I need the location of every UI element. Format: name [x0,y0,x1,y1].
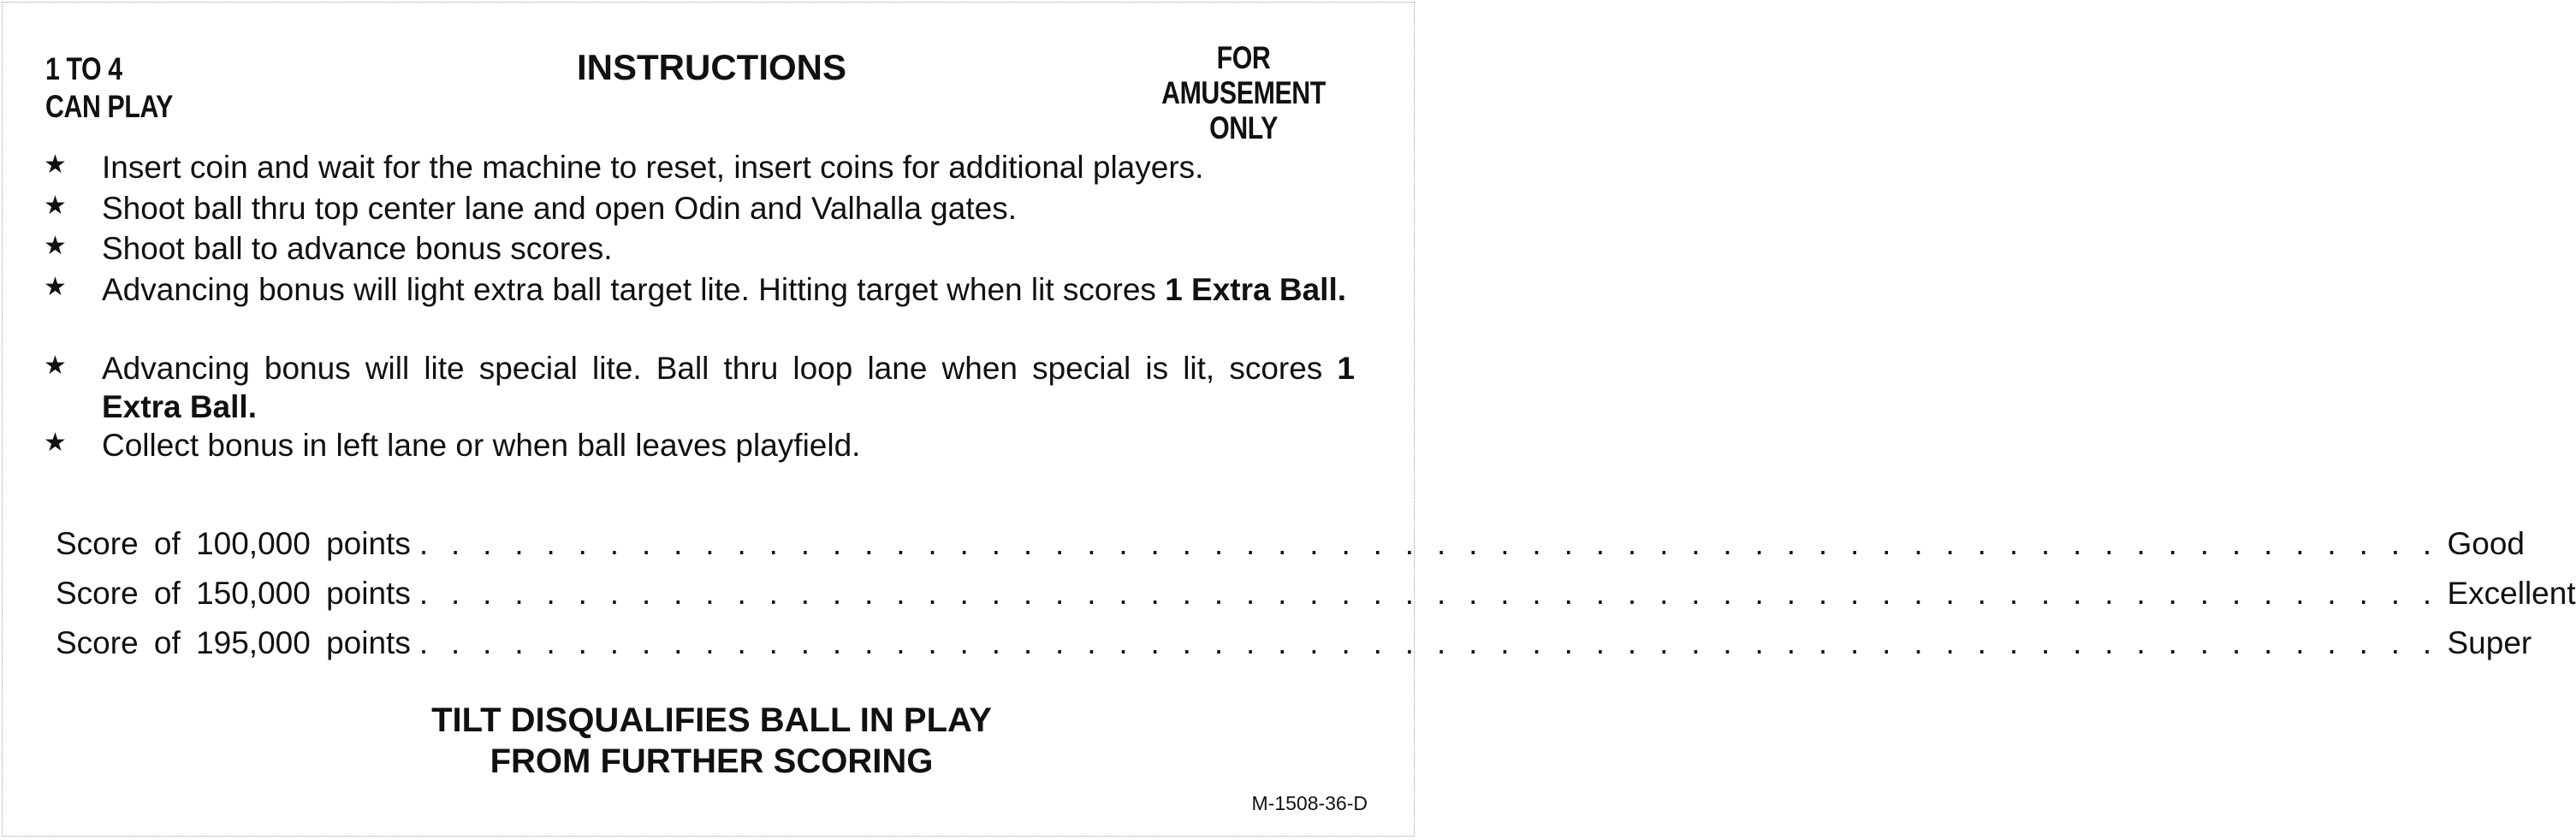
score-threshold: Score of 100,000 points [56,526,411,561]
star-icon: ★ [44,428,67,458]
dot-leader: . . . . . . . . . . . . . . . . . . . . . . . . . . . . . . . . . . . . . . . . . . . . . . . . . . . . . . . . . . . . . . . . [418,526,2439,561]
star-icon: ★ [44,150,67,180]
star-icon: ★ [44,351,67,381]
amusement-line-1: FOR [1216,40,1271,75]
rule-text [102,349,1355,426]
star-icon: ★ [44,231,67,261]
rule-text: Shoot ball thru top center lane and open Odin and Valhalla gates. [102,191,1017,226]
rule-text-bold: 1 Extra Ball. [1165,272,1347,307]
tilt-warning-line-2: FROM FURTHER SCORING [490,742,934,780]
rule-text: Shoot ball to advance bonus scores. [102,231,613,266]
amusement-notice [1131,40,1356,145]
score-row [56,573,2576,614]
score-threshold: Score of 195,000 points [56,625,411,660]
player-count-line-1: 1 TO 4 [45,51,122,86]
rule-text-main: Advancing bonus will light extra ball target lite. Hitting target when lit scores [102,272,1156,307]
dot-leader: . . . . . . . . . . . . . . . . . . . . . . . . . . . . . . . . . . . . . . . . . . . . . . . . . . . . . . . . . . . . . . . . [418,625,2439,660]
player-count-line-2: CAN PLAY [45,89,174,124]
rule-text-main: Advancing bonus will lite special lite. Ball thru loop lane when special is lit, scores [102,351,1323,386]
score-grade: Excellent [2447,576,2576,611]
amusement-line-2: AMUSEMENT [1161,75,1326,110]
score-grade: Super [2447,625,2532,660]
score-row [56,623,2532,664]
dot-leader: . . . . . . . . . . . . . . . . . . . . . . . . . . . . . . . . . . . . . . . . . . . . . . . . . . . . . . . . . . . . . . . . [418,576,2439,611]
score-row [56,524,2525,565]
page-title: INSTRUCTIONS [577,47,846,87]
tilt-warning-line-1: TILT DISQUALIFIES BALL IN PLAY [431,701,992,739]
amusement-line-3: ONLY [1209,110,1278,145]
star-icon: ★ [44,272,67,302]
score-threshold: Score of 150,000 points [56,576,411,611]
part-number: M-1508-36-D [1251,792,1368,814]
score-grade: Good [2447,526,2525,561]
instruction-card [2,2,2576,837]
tilt-warning [3,700,1421,782]
rule-text-bold: 1 Extra Ball. [102,351,1355,424]
star-icon: ★ [44,191,67,221]
rule-text [102,270,1355,309]
rule-text: Insert coin and wait for the machine to reset, insert coins for additional players. [102,150,1204,185]
rule-text: Collect bonus in left lane or when ball leaves playfield. [102,428,861,463]
